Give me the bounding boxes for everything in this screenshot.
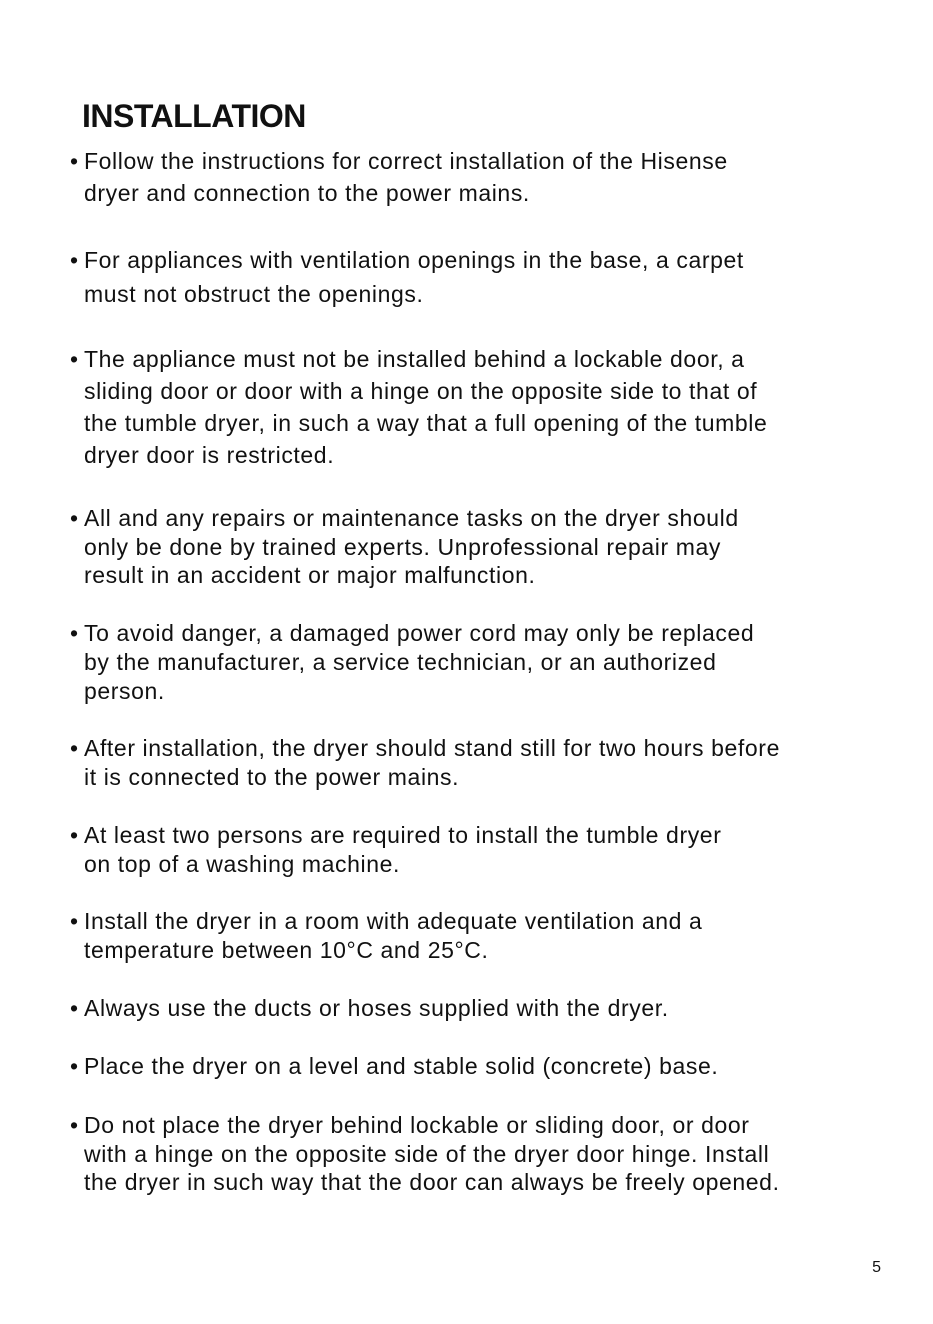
page-number: 5 [872, 1259, 881, 1276]
bullet-icon: • [70, 247, 79, 273]
bullet-line: temperature between 10°C and 25°C. [84, 936, 489, 963]
bullet-line: For appliances with ventilation openings in the base, a carpet [84, 247, 744, 273]
bullet-icon: • [70, 1112, 79, 1138]
bullet-item [70, 1052, 870, 1080]
bullet-item [70, 504, 870, 590]
bullet-text [84, 619, 870, 706]
bullet-icon: • [70, 995, 79, 1021]
bullet-line: on top of a washing machine. [84, 850, 400, 877]
bullet-line: Do not place the dryer behind lockable or sliding door, or door [84, 1112, 750, 1138]
bullet-icon: • [70, 505, 79, 531]
bullet-item [70, 994, 870, 1022]
bullet-line: the tumble dryer, in such a way that a full opening of the tumble [84, 410, 768, 436]
bullet-icon: • [70, 620, 79, 646]
bullet-icon: • [70, 1053, 79, 1079]
bullet-line: At least two persons are required to install the tumble dryer [84, 822, 722, 848]
bullet-text [84, 734, 870, 791]
bullet-icon: • [70, 148, 79, 174]
bullet-line: Place the dryer on a level and stable solid (concrete) base. [84, 1053, 719, 1079]
bullet-item [70, 145, 870, 209]
bullet-item [70, 243, 870, 311]
bullet-item [70, 821, 870, 878]
bullet-icon: • [70, 822, 79, 848]
bullet-line: Follow the instructions for correct installation of the Hisense [84, 148, 728, 174]
bullet-line: To avoid danger, a damaged power cord may only be replaced [84, 620, 755, 646]
bullet-line: The appliance must not be installed behind a lockable door, a [84, 346, 745, 372]
bullet-icon: • [70, 735, 79, 761]
bullet-line: it is connected to the power mains. [84, 763, 460, 790]
bullet-text [84, 1111, 870, 1197]
bullet-line: sliding door or door with a hinge on the opposite side to that of [84, 378, 758, 404]
bullet-line: All and any repairs or maintenance tasks on the dryer should [84, 505, 739, 531]
bullet-text [84, 243, 870, 311]
bullet-line: dryer door is restricted. [84, 442, 335, 468]
bullet-text [84, 821, 870, 878]
bullet-text [84, 343, 870, 471]
bullet-item [70, 907, 870, 964]
bullet-line: the dryer in such way that the door can always be freely opened. [84, 1169, 780, 1195]
bullet-icon: • [70, 346, 79, 372]
bullet-line: dryer and connection to the power mains. [84, 180, 530, 206]
bullet-line: After installation, the dryer should stand still for two hours before [84, 735, 780, 761]
bullet-item [70, 343, 870, 471]
bullet-line: Always use the ducts or hoses supplied with the dryer. [84, 995, 669, 1021]
bullet-line: with a hinge on the opposite side of the dryer door hinge. Install [84, 1140, 770, 1167]
bullet-icon: • [70, 908, 79, 934]
bullet-line: only be done by trained experts. Unprofessional repair may [84, 533, 721, 560]
bullet-text [84, 1052, 870, 1080]
bullet-text [84, 145, 870, 209]
bullet-text [84, 907, 870, 964]
bullet-line: Install the dryer in a room with adequate ventilation and a [84, 908, 703, 934]
bullet-text [84, 504, 870, 590]
bullet-text [84, 994, 870, 1022]
page-title: INSTALLATION [82, 98, 306, 134]
bullet-item [70, 734, 870, 791]
bullet-line: result in an accident or major malfunction. [84, 562, 536, 588]
bullet-line: must not obstruct the openings. [84, 281, 424, 307]
bullet-item [70, 1111, 870, 1197]
bullet-line: person. [84, 678, 165, 704]
bullet-line: by the manufacturer, a service technician, or an authorized [84, 649, 717, 675]
bullet-item [70, 619, 870, 706]
